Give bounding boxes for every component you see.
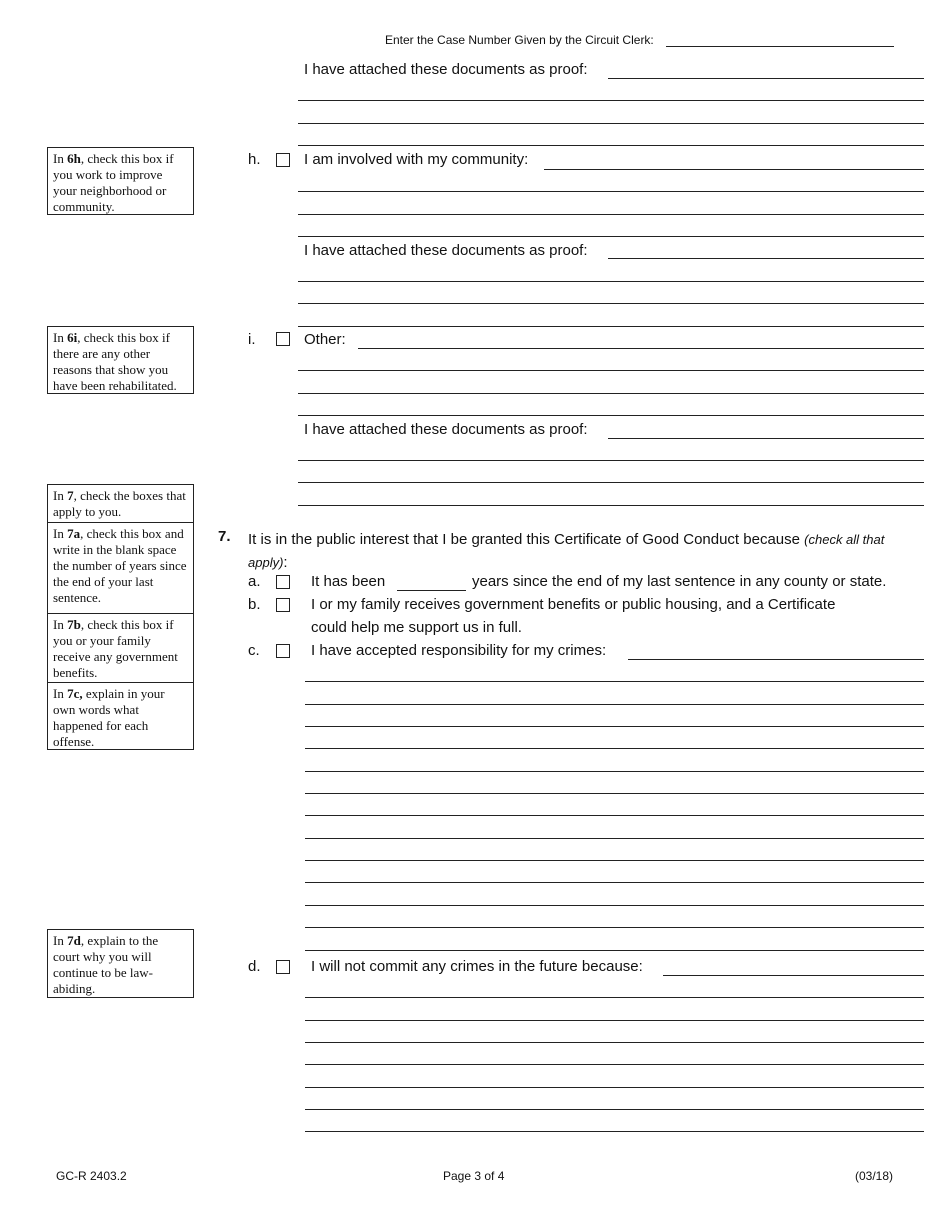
sidebar-note-6i [47,326,194,394]
item-h-line[interactable] [298,236,924,237]
item-7c-line[interactable] [305,905,924,906]
item-7b-line2: could help me support us in full. [311,619,522,636]
item-7c-line[interactable] [305,838,924,839]
item-7a-letter: a. [248,573,261,590]
item-7d-line[interactable] [663,975,924,976]
note-text: , explain to the court why you will continue to be law-abiding. [53,933,159,996]
proof-line-6i[interactable] [298,505,924,506]
note-ref: 7 [67,488,74,503]
note-prefix: In [53,686,68,701]
item-7c-line[interactable] [305,927,924,928]
note-text: , check this box if there are any other reasons that show you have been rehabilitated. [53,330,177,393]
note-prefix: In [53,933,68,948]
item-7d-line[interactable] [305,1020,924,1021]
proof-line-6g[interactable] [608,78,924,79]
item-7c-line[interactable] [305,748,924,749]
item-i-letter: i. [248,331,256,348]
item-7c-line[interactable] [305,704,924,705]
form-revision: (03/18) [855,1169,894,1183]
item-7c-line[interactable] [305,681,924,682]
item-7d-line[interactable] [305,1042,924,1043]
note-ref: 7d [67,933,81,948]
item-7d-line[interactable] [305,1064,924,1065]
sidebar-note-6h [47,147,194,215]
proof-line-6h[interactable] [608,258,924,259]
item-7c-line[interactable] [305,726,924,727]
note-ref: 7a [67,526,81,541]
item-7c-line[interactable] [305,771,924,772]
item-i-line[interactable] [358,348,924,349]
item-h-line[interactable] [298,214,924,215]
item-i-line[interactable] [298,415,924,416]
proof-line-6i[interactable] [608,438,924,439]
item-7d-line[interactable] [305,1109,924,1110]
item-7c-checkbox[interactable] [276,644,290,658]
proof-label-6h: I have attached these documents as proof: [304,242,588,259]
proof-line-6g[interactable] [298,123,924,124]
note-prefix: In [53,617,68,632]
sidebar-note-7 [47,484,194,523]
proof-line-6g[interactable] [298,100,924,101]
note-ref: 6i [67,330,78,345]
proof-line-6i[interactable] [298,460,924,461]
item-i-line[interactable] [298,393,924,394]
proof-label-6g: I have attached these documents as proof: [304,61,588,78]
item-7d-label: I will not commit any crimes in the future because: [311,958,643,975]
note-ref: 6h [67,151,81,166]
sidebar-note-7a [47,522,194,614]
item-7c-line[interactable] [305,950,924,951]
case-number-label: Enter the Case Number Given by the Circuit Clerk: [385,33,654,47]
item-h-label: I am involved with my community: [304,151,529,168]
item-h-checkbox[interactable] [276,153,290,167]
note-prefix: In [53,488,68,503]
sidebar-note-7d [47,929,194,998]
item-7a-text-after: years since the end of my last sentence in any county or state. [472,573,887,590]
item-h-line[interactable] [298,191,924,192]
proof-line-6h[interactable] [298,303,924,304]
item-7d-line[interactable] [305,997,924,998]
section-7-intro-hint: (check all that apply) [248,532,885,570]
item-7c-letter: c. [248,642,260,659]
note-prefix: In [53,526,68,541]
proof-line-6g[interactable] [298,145,924,146]
item-7b-checkbox[interactable] [276,598,290,612]
item-7d-line[interactable] [305,1131,924,1132]
note-text: , check this box if you or your family receive any government benefits. [53,617,178,680]
note-text: , check this box if you work to improve your neighborhood or community. [53,151,174,214]
note-ref: 7c, [67,686,83,701]
item-7d-line[interactable] [305,1087,924,1088]
proof-label-6i: I have attached these documents as proof: [304,421,588,438]
item-i-checkbox[interactable] [276,332,290,346]
proof-line-6h[interactable] [298,326,924,327]
item-7c-label: I have accepted responsibility for my crimes: [311,642,607,659]
item-i-label: Other: [304,331,346,348]
note-text: explain in your own words what happened for each offense. [53,686,165,749]
form-id: GC-R 2403.2 [56,1169,127,1183]
item-7c-line[interactable] [305,793,924,794]
sidebar-note-7b [47,613,194,683]
page-number: Page 3 of 4 [443,1169,505,1183]
item-7c-line[interactable] [305,882,924,883]
item-h-letter: h. [248,151,261,168]
item-7d-letter: d. [248,958,261,975]
section-7-intro-colon: : [283,554,288,571]
item-7c-line[interactable] [305,860,924,861]
case-number-field[interactable] [666,46,894,47]
note-text: , check the boxes that apply to you. [53,488,186,519]
note-ref: 7b [67,617,81,632]
note-prefix: In [53,151,68,166]
sidebar-note-7c [47,682,194,750]
item-7a-text-before: It has been [311,573,386,590]
years-input-line[interactable] [397,590,466,591]
section-7-intro [248,528,918,574]
proof-line-6h[interactable] [298,281,924,282]
item-7d-checkbox[interactable] [276,960,290,974]
item-h-line[interactable] [544,169,924,170]
note-prefix: In [53,330,68,345]
note-text: , check this box and write in the blank space the number of years since the end of your last sentence. [53,526,187,605]
item-7c-line[interactable] [305,815,924,816]
item-7b-line1: I or my family receives government benefits or public housing, and a Certificate [311,596,836,613]
section-7-number: 7. [218,528,231,545]
proof-line-6i[interactable] [298,482,924,483]
item-i-line[interactable] [298,370,924,371]
item-7c-line[interactable] [628,659,924,660]
section-7-intro-text: It is in the public interest that I be granted this Certificate of Good Conduct because [248,531,800,548]
item-7b-letter: b. [248,596,261,613]
item-7a-checkbox[interactable] [276,575,290,589]
